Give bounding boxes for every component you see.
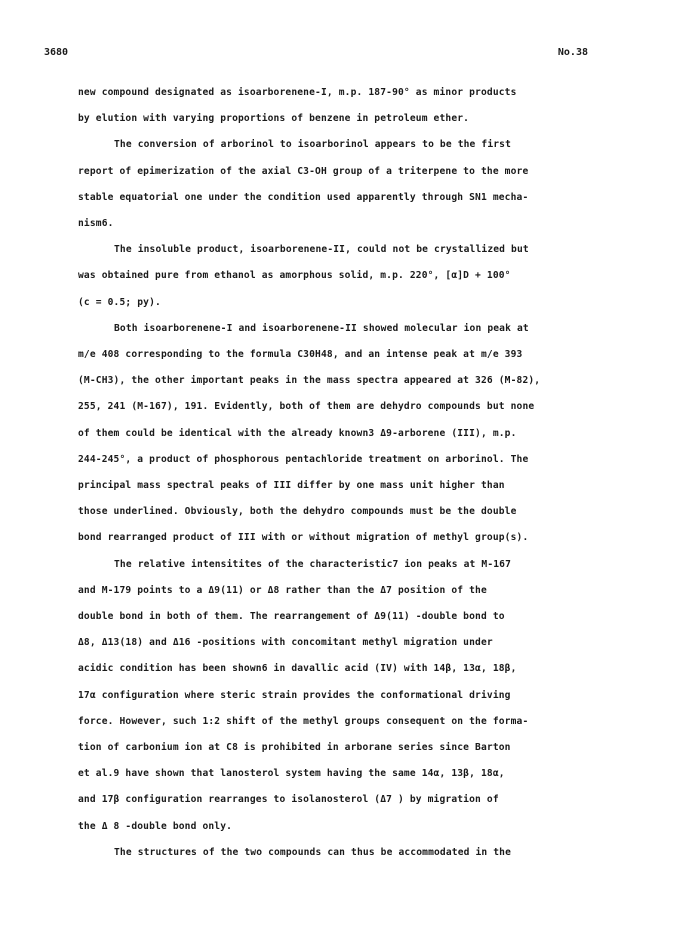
text-line: bond rearranged product of III with or without migration of methyl group(s). — [78, 532, 529, 544]
text-line: new compound designated as isoarborenene-I, m.p. 187-90° as minor products — [78, 87, 517, 98]
text-line: 244-245°, a product of phosphorous pentachloride treatment on arborinol. The — [78, 453, 529, 465]
text-line: 255, 241 (M-167), 191. Evidently, both of them are dehydro compounds but none — [78, 401, 535, 413]
text-line: double bond in both of them. The rearrangement of Δ9(11) -double bond to — [78, 611, 505, 623]
text-line: The relative intensitites of the characteristic7 ion peaks at M-167 — [114, 558, 512, 570]
text-line: m/e 408 corresponding to the formula C30H48, and an intense peak at m/e 393 — [78, 349, 523, 361]
text-line: was obtained pure from ethanol as amorphous solid, m.p. 220°, [α]D + 100° — [78, 270, 511, 282]
text-line: principal mass spectral peaks of III differ by one mass unit higher than — [78, 480, 505, 492]
text-line: nism6. — [78, 218, 114, 230]
text-line: The structures of the two compounds can thus be accommodated in the — [114, 846, 512, 858]
text-line: and 17β configuration rearranges to isolanosterol (Δ7 ) by migration of — [78, 794, 499, 806]
text-line: stable equatorial one under the condition used apparently through SN1 mecha- — [78, 191, 529, 203]
text-line: the Δ 8 -double bond only. — [78, 820, 233, 832]
text-line: and M-179 points to a Δ9(11) or Δ8 rather than the Δ7 position of the — [78, 584, 487, 596]
text-line: force. However, such 1:2 shift of the methyl groups consequent on the forma- — [78, 715, 529, 727]
text-line: acidic condition has been shown6 in davallic acid (IV) with 14β, 13α, 18β, — [78, 663, 517, 675]
text-line: The insoluble product, isoarborenene-II, could not be crystallized but — [114, 244, 529, 256]
text-line: The conversion of arborinol to isoarborinol appears to be the first — [114, 139, 512, 151]
text-line: tion of carbonium ion at C8 is prohibited in arborane series since Barton — [78, 742, 511, 754]
text-line: (c = 0.5; py). — [78, 296, 161, 308]
text-line: Δ8, Δ13(18) and Δ16 -positions with concomitant methyl migration under — [78, 637, 493, 649]
text-line: 17α configuration where steric strain provides the conformational driving — [78, 689, 511, 701]
issue-number: No.38 — [557, 47, 588, 58]
text-line: (M-CH3), the other important peaks in the mass spectra appeared at 326 (M-82), — [78, 375, 541, 387]
text-line: et al.9 have shown that lanosterol system having the same 14α, 13β, 18α, — [78, 768, 505, 780]
text-line: report of epimerization of the axial C3-OH group of a triterpene to the more — [78, 165, 529, 177]
text-line: Both isoarborenene-I and isoarborenene-II showed molecular ion peak at — [114, 322, 529, 334]
text-line: of them could be identical with the already known3 Δ9-arborene (III), m.p. — [78, 427, 517, 439]
text-line: by elution with varying proportions of benzene in petroleum ether. — [78, 113, 470, 125]
text-line: those underlined. Obviously, both the dehydro compounds must be the double — [78, 506, 517, 518]
page-number: 3680 — [44, 47, 69, 58]
document-body — [78, 80, 608, 866]
